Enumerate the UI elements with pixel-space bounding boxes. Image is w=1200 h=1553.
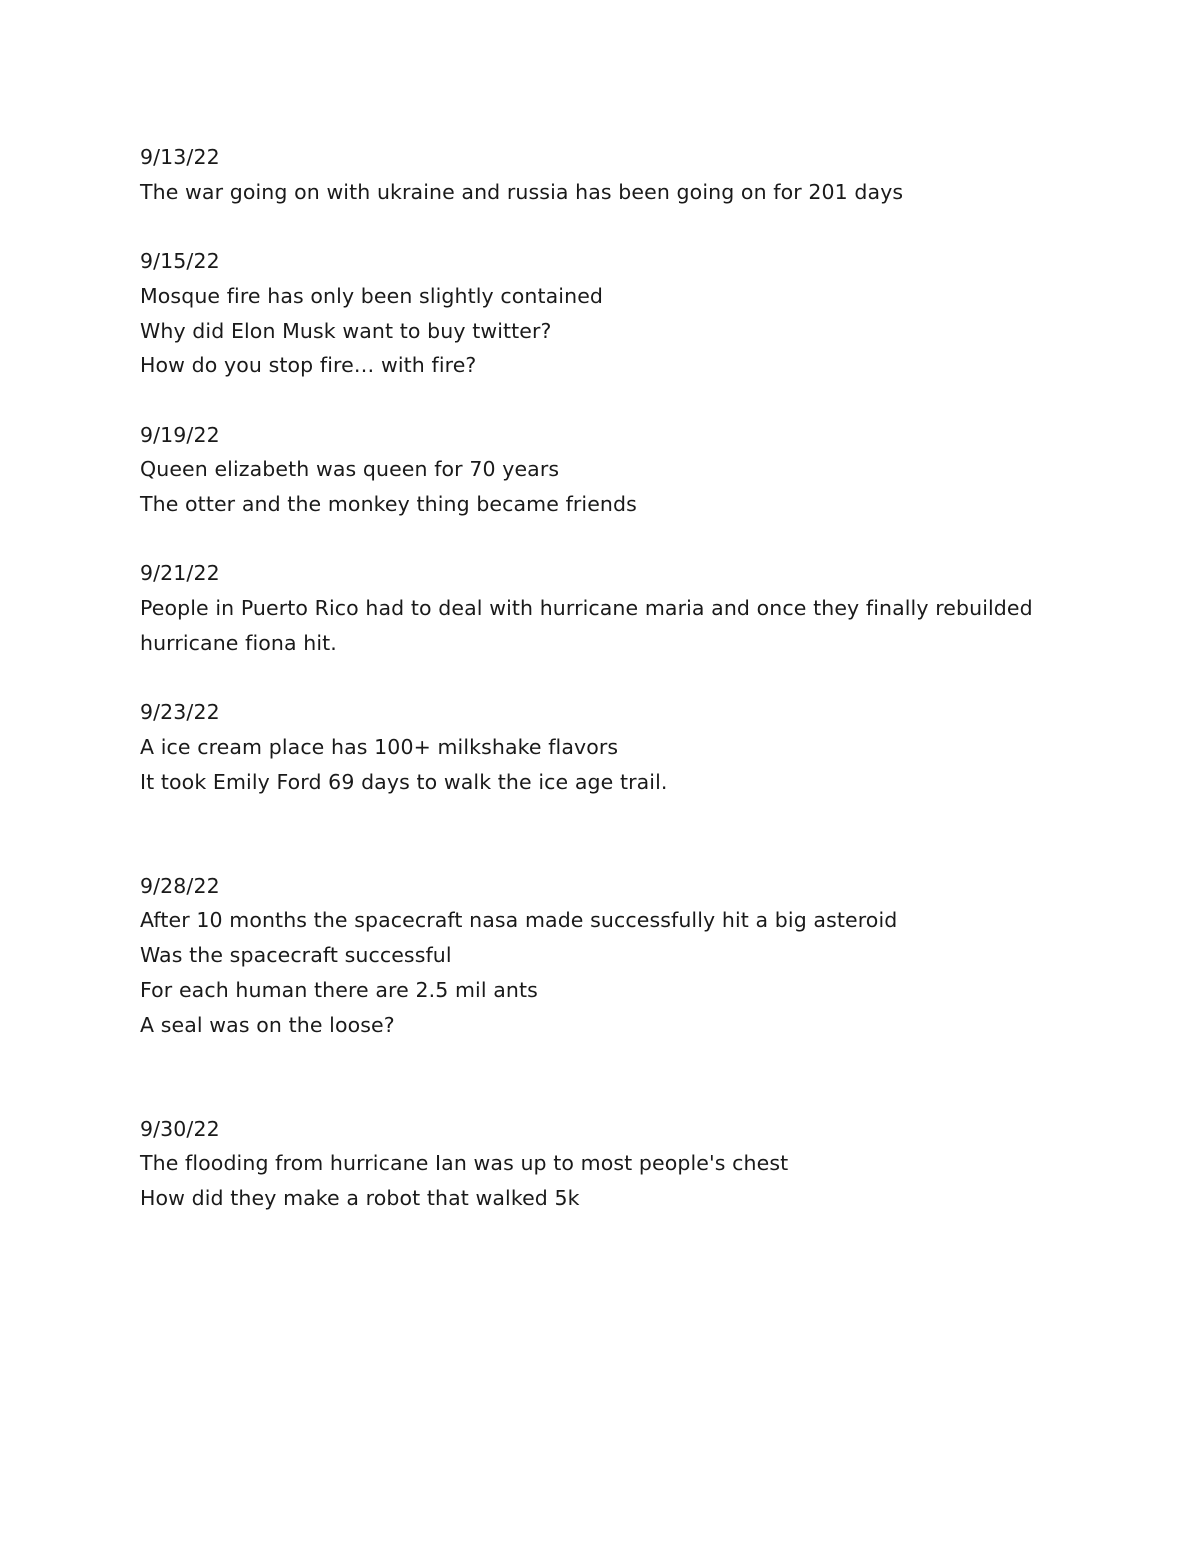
entry-line: People in Puerto Rico had to deal with hurricane maria and once they finally rebuilded [140,596,1033,621]
blank-line [140,209,1100,244]
entry-line: How did they make a robot that walked 5k [140,1186,580,1210]
entry-line: How do you stop fire… with fire? [140,353,477,378]
entry-9-13-22 [140,140,1100,209]
entry-line: Mosque fire has only been slightly contained [140,283,604,308]
entry-date: 9/21/22 [140,561,220,586]
blank-line [140,799,1100,868]
entry-9-28-22 [140,869,1100,1043]
entry-line: The otter and the monkey thing became friends [140,492,637,516]
entry-line: A ice cream place has 100+ milkshake flavors [140,734,619,759]
entry-line: The flooding from hurricane Ian was up to most people's chest [140,1151,789,1176]
entry-9-19-22 [140,418,1100,522]
entry-date: 9/28/22 [140,873,220,898]
entry-date: 9/19/22 [140,422,220,447]
entry-line: It took Emily Ford 69 days to walk the ice age trail. [140,769,668,794]
entry-9-21-22 [140,556,1100,660]
entry-date: 9/13/22 [140,145,220,169]
entry-line: A seal was on the loose? [140,1012,395,1037]
entry-line: The war going on with ukraine and russia has been going on for 201 days [140,179,904,204]
entry-line: Why did Elon Musk want to buy twitter? [140,318,552,343]
entry-line: After 10 months the spacecraft nasa made successfully hit a big asteroid [140,908,898,933]
entry-9-15-22 [140,244,1100,383]
blank-line [140,1042,1100,1111]
entry-date: 9/15/22 [140,249,220,274]
entry-9-30-22 [140,1112,1100,1216]
entry-line: For each human there are 2.5 mil ants [140,977,538,1002]
blank-line [140,661,1100,696]
entry-line: Queen elizabeth was queen for 70 years [140,457,560,482]
entry-line: Was the spacecraft successful [140,943,452,968]
entry-date: 9/30/22 [140,1116,220,1141]
entry-date: 9/23/22 [140,700,220,725]
blank-line [140,522,1100,557]
entry-9-23-22 [140,695,1100,799]
document-body [140,140,1100,1216]
entry-line: hurricane fiona hit. [140,630,337,655]
blank-line [140,383,1100,418]
